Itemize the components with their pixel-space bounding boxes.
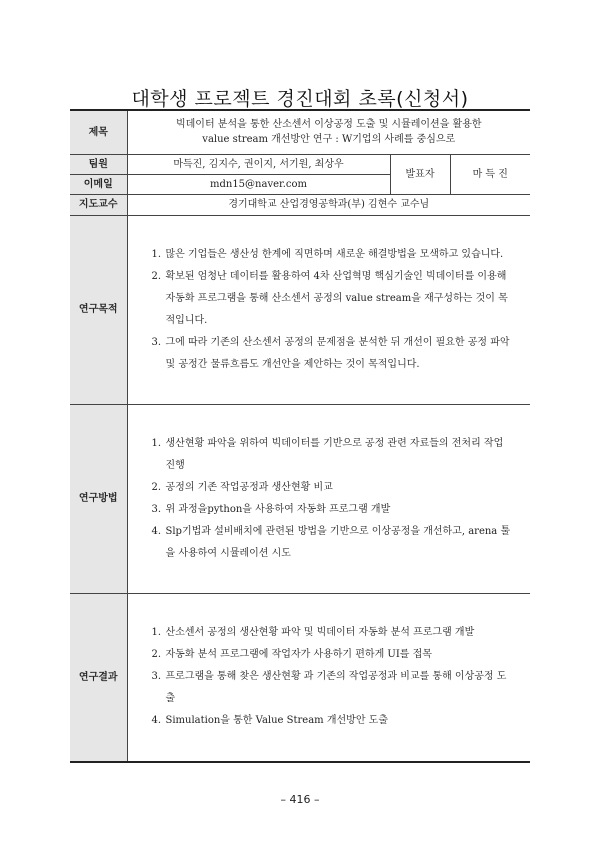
list-item [151, 499, 517, 521]
result-content [127, 593, 530, 762]
team-row [70, 154, 530, 174]
presenter-label: 발표자 [390, 154, 450, 194]
advisor-label: 지도교수 [70, 194, 127, 215]
result-list [128, 622, 531, 732]
item-text: 많은 기업들은 생산성 한계에 직면하며 새로운 해결방법을 모색하고 있습니다. [165, 248, 504, 260]
item-number: 1. [151, 627, 162, 639]
list-item [151, 244, 517, 266]
list-item [151, 433, 517, 477]
item-text: 확보된 엄청난 데이터를 활용하여 4차 산업혁명 핵심기술인 빅데이터를 이용해 자동화 프로그램을 통해 산소센서 공정의 value stream을 재구성하는 것이 목적입니다. [165, 270, 508, 326]
item-text: 생산현황 파악을 위하여 빅데이터를 기반으로 공정 관련 자료들의 전처리 작업 진행 [165, 437, 504, 471]
title-row [70, 110, 530, 154]
item-text: 위 과정을python을 사용하여 자동화 프로그램 개발 [165, 503, 391, 515]
item-number: 2. [151, 270, 162, 282]
title-value [127, 110, 530, 154]
purpose-row [70, 215, 530, 404]
item-text: 자동화 분석 프로그램에 작업자가 사용하기 편하게 UI를 접목 [165, 649, 432, 661]
title-label: 제목 [70, 110, 127, 154]
item-text: 프로그램을 통해 찾은 생산현황 과 기존의 작업공정과 비교를 통해 이상공정 도출 [165, 671, 507, 705]
list-item [151, 477, 517, 499]
list-item [151, 622, 517, 644]
email-label: 이메일 [70, 174, 127, 194]
purpose-list [128, 244, 531, 376]
method-label: 연구방법 [70, 404, 127, 593]
item-number: 3. [151, 671, 162, 683]
item-number: 2. [151, 481, 162, 493]
item-text: 그에 따라 기존의 산소센서 공정의 문제점을 분석한 뒤 개선이 필요한 공정 파악 및 공정간 물류흐름도 개선안을 제안하는 것이 목적입니다. [165, 336, 510, 370]
presenter-value: 마 득 진 [450, 154, 530, 194]
advisor-value: 경기대학교 산업경영공학과(부) 김현수 교수님 [127, 194, 530, 215]
item-text: Simulation을 통한 Value Stream 개선방안 도출 [165, 715, 388, 727]
title-line-1: 빅데이터 분석을 통한 산소센서 이상공정 도출 및 시뮬레이션을 활용한 [175, 119, 482, 131]
item-number: 3. [151, 336, 162, 348]
item-number: 3. [151, 503, 162, 515]
title-line-2: value stream 개선방안 연구 : W기업의 사례를 중심으로 [202, 134, 456, 146]
abstract-form-table [70, 109, 530, 763]
item-number: 1. [151, 248, 162, 260]
team-value: 마득진, 김지수, 권이지, 서기원, 최상우 [127, 154, 390, 174]
method-list [128, 433, 531, 565]
item-number: 1. [151, 437, 162, 449]
method-content [127, 404, 530, 593]
item-number: 4. [151, 715, 162, 727]
team-label: 팀원 [70, 154, 127, 174]
list-item [151, 644, 517, 666]
list-item [151, 521, 517, 565]
email-value: mdn15@naver.com [127, 174, 390, 194]
item-number: 4. [151, 525, 162, 537]
list-item [151, 332, 517, 376]
item-text: 산소센서 공정의 생산현황 파악 및 빅데이터 자동화 분석 프로그램 개발 [165, 627, 475, 639]
document-title: 대학생 프로젝트 경진대회 초록(신청서) [131, 88, 469, 110]
item-text: 공정의 기존 작업공정과 생산현황 비교 [165, 481, 333, 493]
page-number: – 416 – [280, 793, 320, 806]
item-number: 2. [151, 649, 162, 661]
purpose-content [127, 215, 530, 404]
list-item [151, 666, 517, 710]
advisor-row [70, 194, 530, 215]
method-row [70, 404, 530, 593]
result-label: 연구결과 [70, 593, 127, 762]
result-row [70, 593, 530, 762]
purpose-label: 연구목적 [70, 215, 127, 404]
list-item [151, 710, 517, 732]
item-text: Slp기법과 설비배치에 관련된 방법을 기반으로 이상공정을 개선하고, arena 툴을 사용하여 시뮬레이션 시도 [165, 525, 511, 559]
list-item [151, 266, 517, 332]
